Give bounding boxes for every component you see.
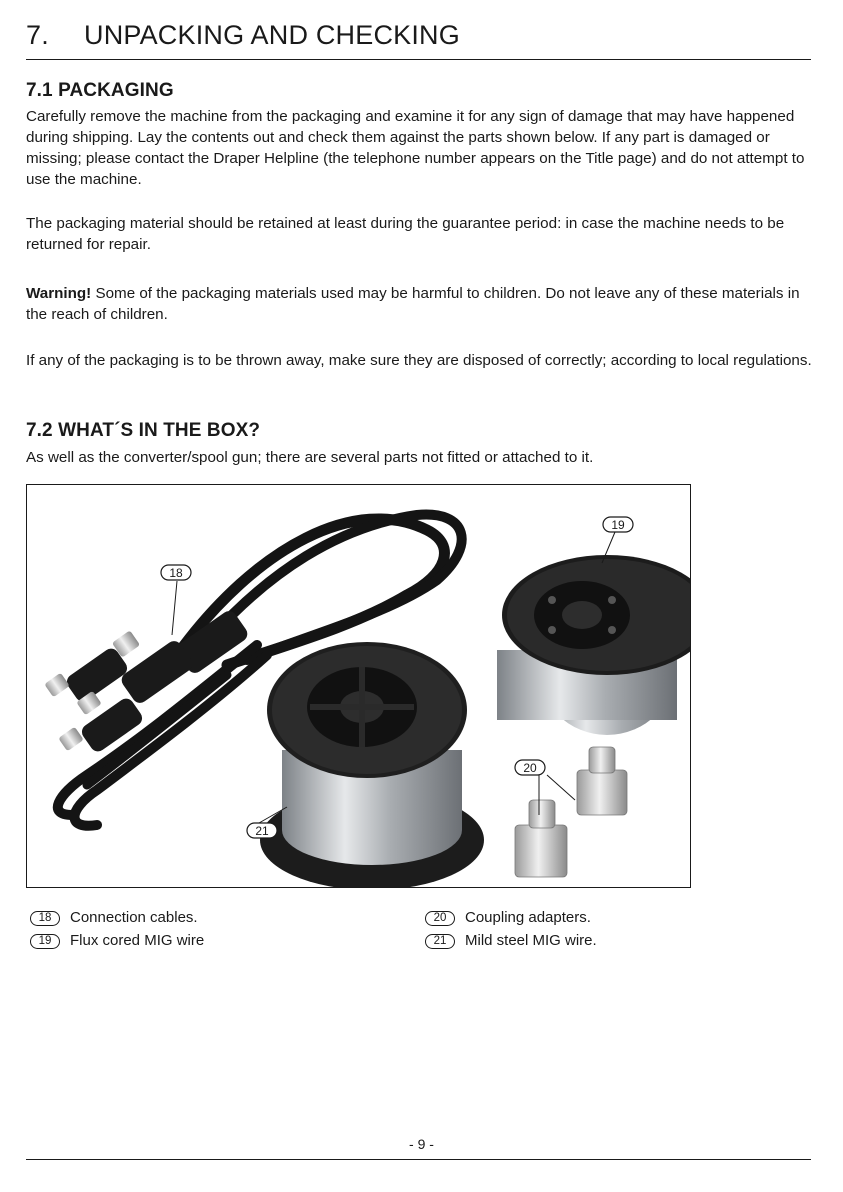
chapter-number: 7.: [26, 20, 49, 50]
mild-steel-spool-image: [260, 642, 484, 887]
packaging-paragraph-4: If any of the packaging is to be thrown away, make sure they are disposed of correctly; according to local regulations.: [26, 352, 812, 369]
legend-badge-21: 21: [425, 934, 455, 949]
callout-19-label: 19: [611, 518, 625, 532]
flux-cored-spool-image: [497, 555, 690, 735]
packaging-paragraph-2: The packaging material should be retained at least during the guarantee period: in case the machine needs to be returned for repair.: [26, 215, 785, 253]
callout-21-label: 21: [255, 824, 269, 838]
legend-label-19: Flux cored MIG wire: [70, 932, 205, 949]
packaging-paragraph-1: Carefully remove the machine from the packaging and examine it for any sign of damage that may have happened during shipping. Lay the contents out and check them against the parts shown below. If any part is damaged or missing; please contact the Draper Helpline (the telephone number appears on the Title page) and do not attempt to use the machine.: [26, 108, 805, 188]
legend-label-21: Mild steel MIG wire.: [465, 932, 597, 949]
legend-item-21: [425, 931, 597, 951]
legend-label-20: Coupling adapters.: [465, 909, 591, 926]
page-number: - 9 -: [409, 1136, 434, 1152]
callout-18: [161, 565, 191, 635]
parts-illustration: [27, 485, 690, 887]
legend-item-19: [30, 931, 204, 951]
legend-item-20: [425, 908, 591, 928]
footer-divider: [26, 1159, 811, 1160]
warning-paragraph: [26, 283, 816, 325]
legend-badge-18: 18: [30, 911, 60, 926]
legend-label-18: Connection cables.: [70, 909, 198, 926]
chapter-title-text: UNPACKING AND CHECKING: [84, 20, 460, 50]
parts-photo: [26, 484, 691, 888]
chapter-title: [26, 20, 811, 60]
box-intro: As well as the converter/spool gun; there are several parts not fitted or attached to it.: [26, 449, 594, 466]
section-heading-packaging: 7.1 PACKAGING: [26, 80, 174, 101]
legend-badge-19: 19: [30, 934, 60, 949]
callout-20-label: 20: [523, 761, 537, 775]
callout-18-label: 18: [169, 566, 183, 580]
section-heading-box: 7.2 WHAT´S IN THE BOX?: [26, 420, 261, 441]
warning-text: Some of the packaging materials used may be harmful to children. Do not leave any of these materials in the reach of children.: [26, 285, 800, 323]
warning-label: Warning!: [26, 285, 92, 302]
legend-badge-20: 20: [425, 911, 455, 926]
legend-item-18: [30, 908, 198, 928]
